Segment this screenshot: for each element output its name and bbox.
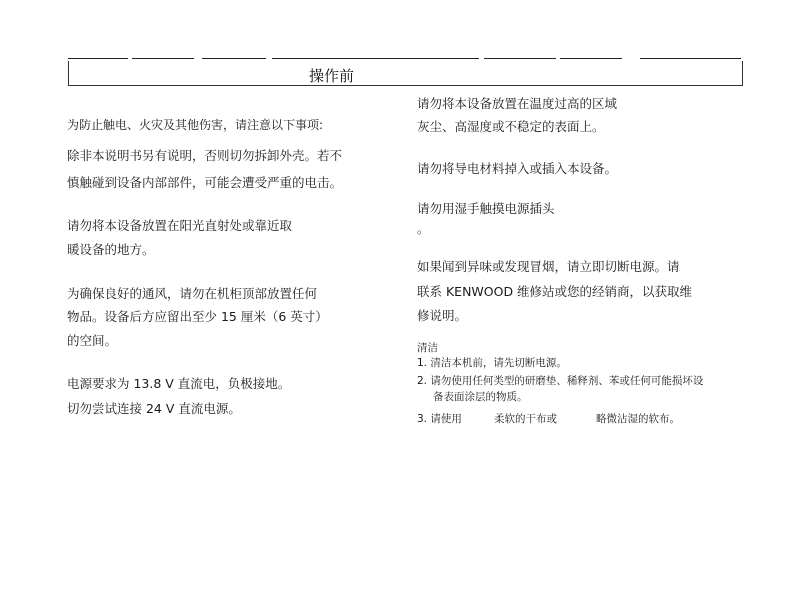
top-rule-segment xyxy=(132,58,194,59)
cleaning-item-3-c: 略微沾湿的软布。 xyxy=(596,413,680,425)
top-rule-segment xyxy=(202,58,266,59)
top-rule-segment xyxy=(560,58,622,59)
top-rule-segment xyxy=(640,58,741,59)
text-line: 。 xyxy=(417,221,430,236)
text-line: 请勿将导电材料掉入或插入本设备。 xyxy=(417,161,618,176)
section-header xyxy=(68,61,743,86)
text-line: 物品。设备后方应留出至少 15 厘米（6 英寸） xyxy=(67,309,328,324)
cleaning-title: 清洁 xyxy=(417,342,438,354)
text-line: 暖设备的地方。 xyxy=(67,242,155,257)
text-line: 请勿将本设备放置在温度过高的区域 xyxy=(417,96,618,111)
page-title: 操作前 xyxy=(309,67,355,85)
top-rule-segment xyxy=(272,58,479,59)
text-line: 修说明。 xyxy=(417,308,468,323)
text-line: 的空间。 xyxy=(67,333,118,348)
cleaning-item-3-a: 3. 请使用 xyxy=(417,413,462,425)
text-line: 慎触碰到设备内部部件，可能会遭受严重的电击。 xyxy=(67,175,343,190)
top-rule-segment xyxy=(68,58,128,59)
intro-text: 为防止触电、火灾及其他伤害，请注意以下事项: xyxy=(67,118,324,132)
text-line: 请勿将本设备放置在阳光直射处或靠近取 xyxy=(67,218,293,233)
text-line: 电源要求为 13.8 V 直流电，负极接地。 xyxy=(67,376,291,391)
cleaning-item-2-cont: 备表面涂层的物质。 xyxy=(433,391,528,403)
text-line: 请勿用湿手触摸电源插头 xyxy=(417,201,555,216)
cleaning-item-1: 1. 清洁本机前，请先切断电源。 xyxy=(417,357,567,369)
text-line: 切勿尝试连接 24 V 直流电源。 xyxy=(67,401,241,416)
text-line: 除非本说明书另有说明，否则切勿拆卸外壳。若不 xyxy=(67,148,343,163)
cleaning-item-3-b: 柔软的干布或 xyxy=(494,413,557,425)
text-line: 灰尘、高湿度或不稳定的表面上。 xyxy=(417,119,605,134)
top-rule-segment xyxy=(484,58,556,59)
text-line: 如果闻到异味或发现冒烟，请立即切断电源。请 xyxy=(417,259,680,274)
text-line: 为确保良好的通风，请勿在机柜顶部放置任何 xyxy=(67,286,318,301)
cleaning-item-2: 2. 请勿使用任何类型的研磨垫、稀释剂、苯或任何可能损坏设 xyxy=(417,375,704,387)
text-line: 联系 KENWOOD 维修站或您的经销商，以获取维 xyxy=(417,284,693,299)
